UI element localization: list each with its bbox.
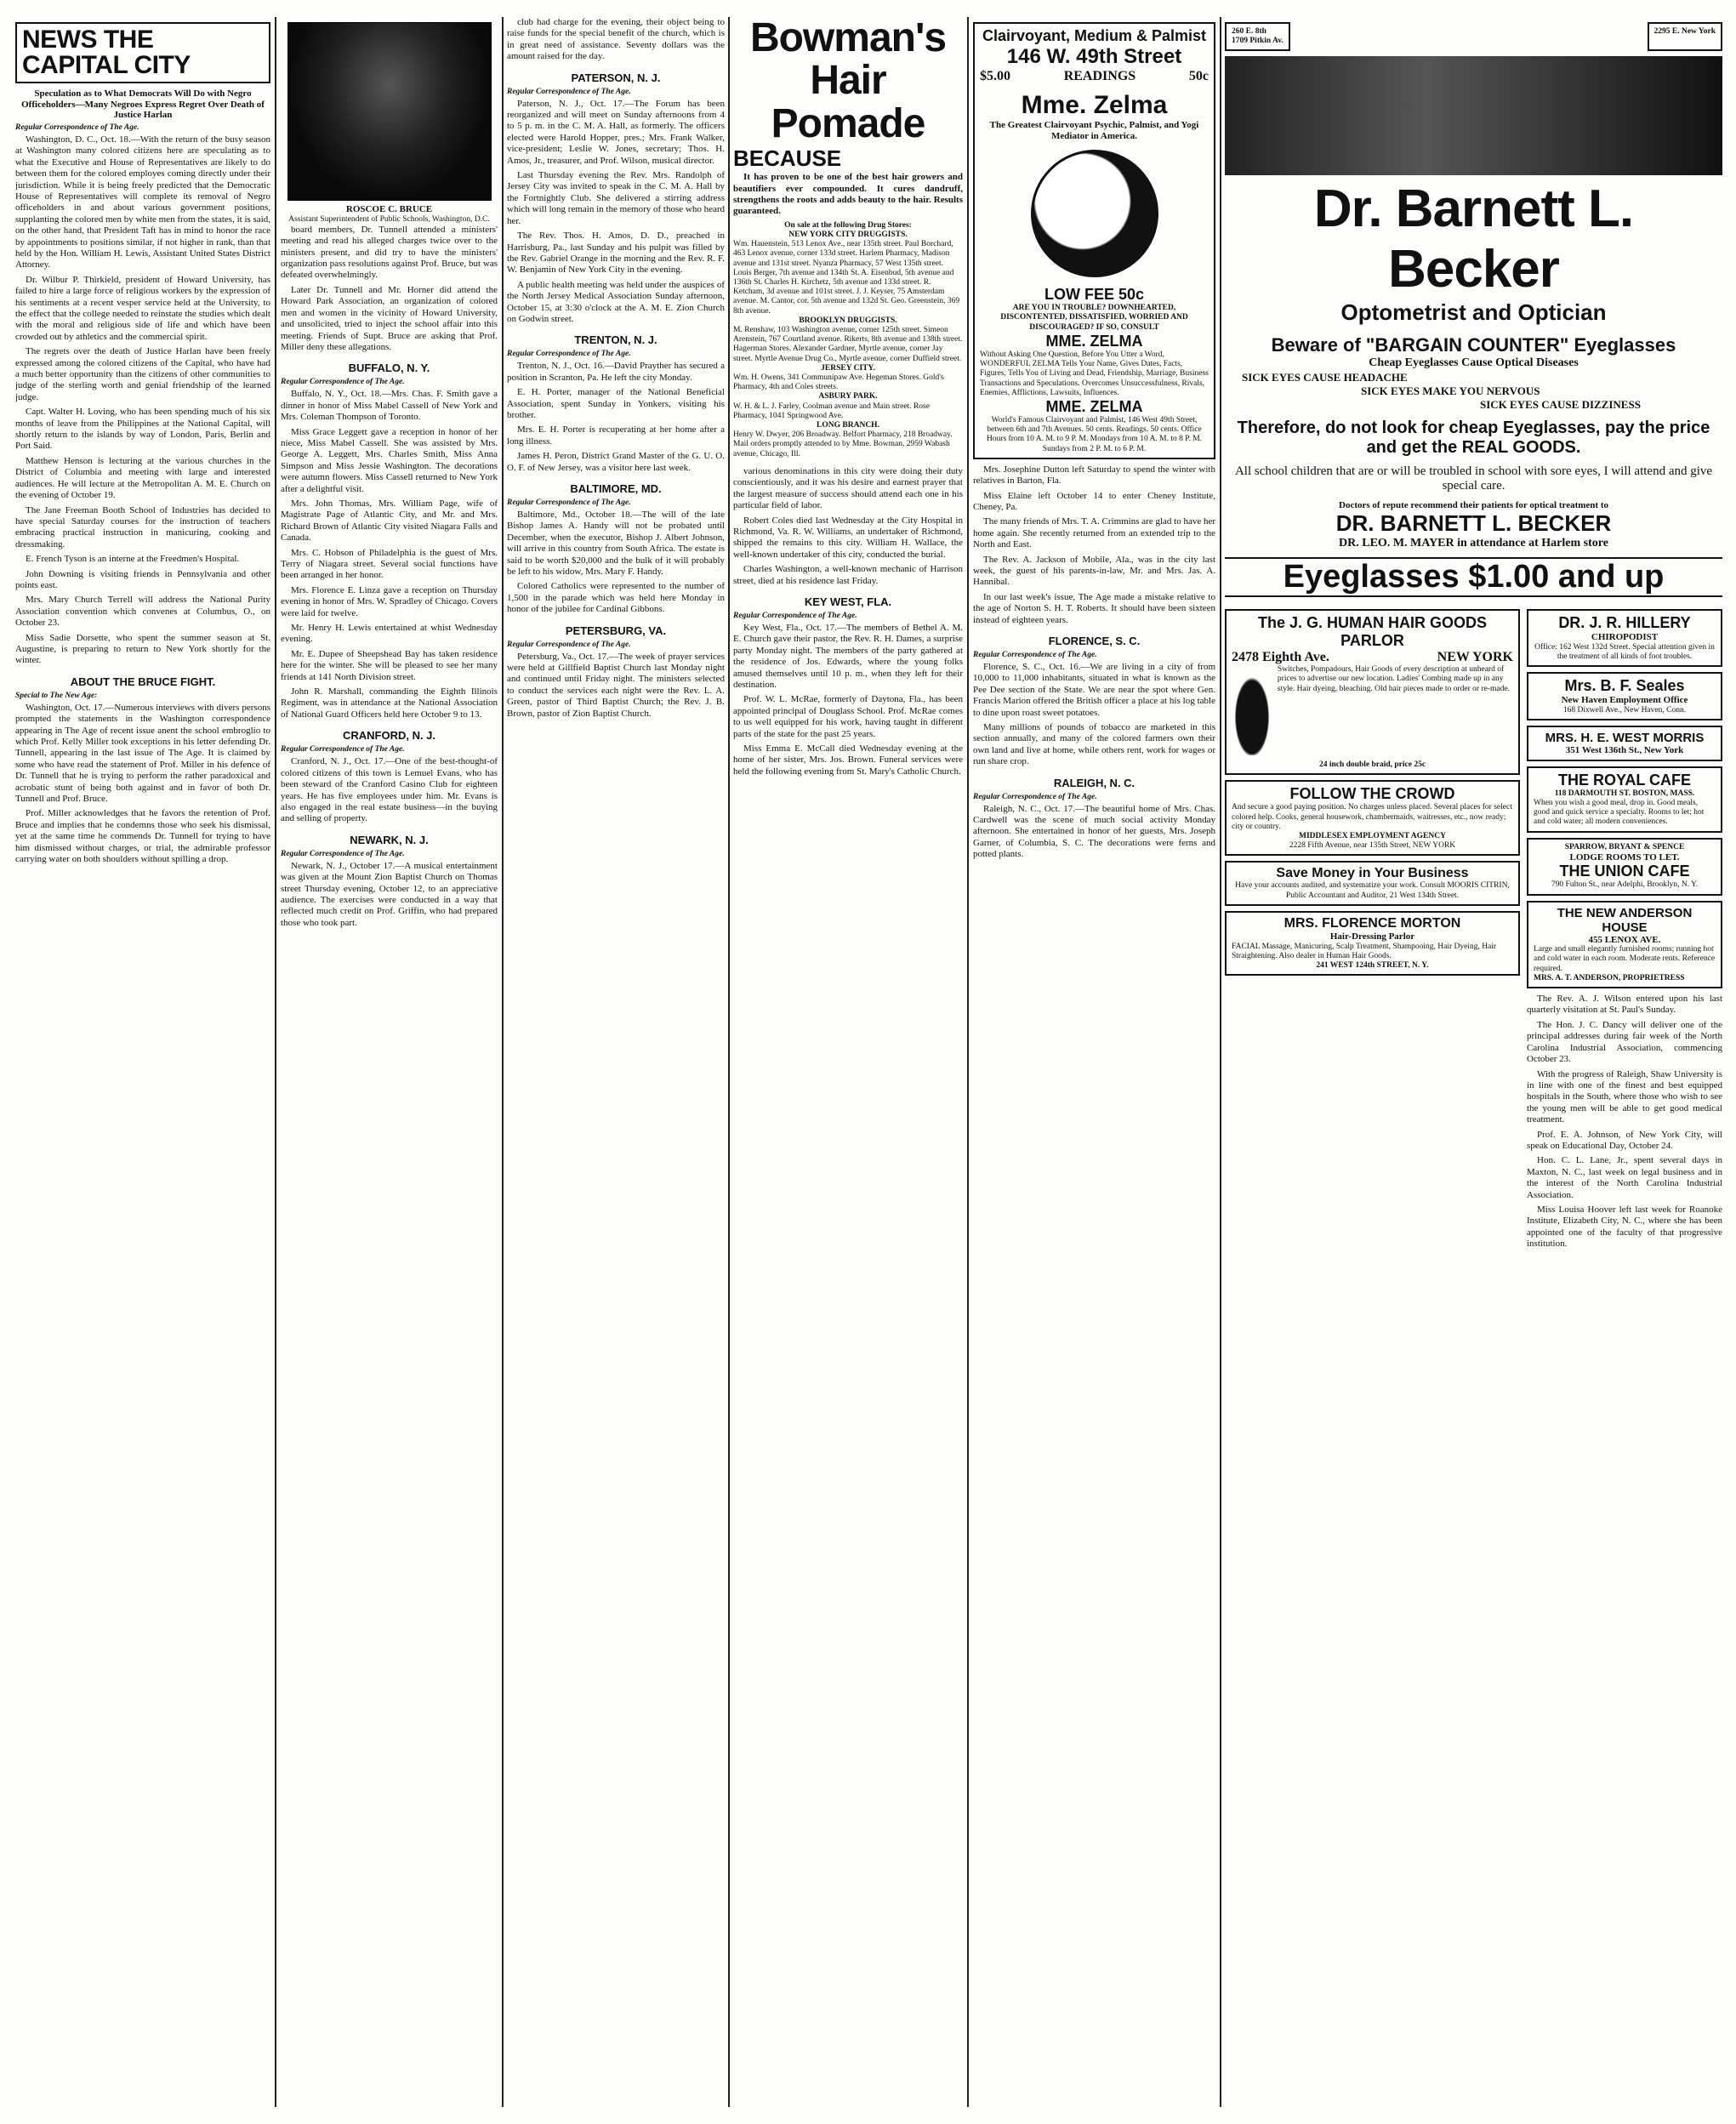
morris-address: 351 West 136th St., New York (1565, 745, 1684, 756)
masthead-title: NEWS THE CAPITAL CITY (22, 26, 191, 79)
royal-address: 118 DARMOUTH ST. BOSTON, MASS. (1554, 789, 1695, 798)
druggist-list: M. Renshaw, 103 Washington avenue, corner 125th street. Simeon Arenstein, 767 Courtland avenue. Rikerts, 8th avenue and 138th street. Hagerman Stores. Alexander Gardner, Myrtle avenue, corner Jay street. Myrtle Avenue Drug Co., Myrtle avenue, corner Duffield street. (733, 326, 963, 363)
article-paragraph: John Downing is visiting friends in Pennsylvania and other points east. (15, 568, 270, 590)
anderson-body: Large and small elegantly furnished rooms; running hot and cold water in each room. Moderate rents. Reference required. (1534, 945, 1716, 973)
masthead-box (15, 22, 270, 83)
human-hair-city: NEW YORK (1437, 650, 1513, 665)
article-paragraph: In our last week's issue, The Age made a mistake relative to the age of Norton S. H. T. Roberts. It should have been sixteen instead of eighteen years. (973, 591, 1215, 625)
becker-sick-line: SICK EYES MAKE YOU NERVOUS (1361, 384, 1540, 397)
ads-row (1225, 604, 1722, 1253)
article-paragraph: Newark, N. J., October 17.—A musical entertainment was given at the Mount Zion Baptist Church on Thomas street Thursday evening, October 12, to an appreciative audience. The exercises were conducted in a way that reflected much credit on Prof. Griffin, who had prepared those who took part. (281, 860, 498, 928)
becker-cheap: Cheap Eyeglasses Cause Optical Diseases (1369, 356, 1579, 370)
zelma-caps-2: MME. ZELMA (1045, 397, 1143, 415)
morton-body: FACIAL Massage, Manicuring, Scalp Treatment, Shampooing, Hair Dyeing, Hair Straightening. Also dealer in Human Hair Goods. (1232, 942, 1497, 960)
store-address-line: 1709 Pitkin Av. (1232, 37, 1284, 46)
middlesex-name: MIDDLESEX EMPLOYMENT AGENCY (1299, 832, 1446, 841)
zelma-low-fee: LOW FEE 50c (1044, 286, 1145, 304)
hillery-title: CHIROPODIST (1591, 632, 1659, 643)
zelma-ad-address: 146 W. 49th Street (1006, 45, 1182, 68)
byline: Regular Correspondence of The Age. (281, 745, 405, 755)
druggist-list: Henry W. Dwyer, 206 Broadway. Belfort Pharmacy, 218 Broadway. Mail orders promptly attended to by Mme. Bowman, 2959 Wabash avenue, Chicago, Ill. (733, 430, 953, 458)
human-hair-address: 2478 Eighth Ave. (1232, 650, 1329, 665)
article-paragraph: E. H. Porter, manager of the National Beneficial Association, spent Sunday in Yonkers, visiting his brother. (507, 387, 725, 420)
druggist-heading: ASBURY PARK. (818, 392, 878, 401)
druggist-heading: NEW YORK CITY DRUGGISTS. (788, 231, 908, 239)
article-paragraph: Mr. E. Dupee of Sheepshead Bay has taken residence here for the winter. She will be pleased to see her many friends at 141 North Division street. (281, 648, 498, 682)
article-paragraph: Trenton, N. J., Oct. 16.—David Prayther has secured a position in Scranton, Pa. He left the city Monday. (507, 361, 725, 383)
section-heading: PATERSON, N. J. (571, 71, 661, 84)
union-address: 790 Fulton St., near Adelphi, Brooklyn, N. Y. (1551, 880, 1699, 890)
byline: Regular Correspondence of The Age. (507, 350, 631, 359)
store-address: 2295 E. New York (1648, 22, 1722, 51)
morton-head: MRS. FLORENCE MORTON (1284, 915, 1461, 931)
article-paragraph: Washington, D. C., Oct. 18.—With the return of the busy season at Washington many colored citizens here are speculating as to what the Executive and House of Representatives are likely to do between them for the colored employes coming directly under their jurisdiction. While it is being freely predicted that the Democratic House of Representatives will complete its removal of Negro officeholders in and about various government positions, supplanting the colored men by white men from the states, it is said, on the other hand, that President Taft has in mind to honor the race by appointments to positions similar, if not higher in rank, than that held by the Hon. William H. Lewis, Assistant United States District Attorney. (15, 134, 270, 270)
article-paragraph: Miss Sadie Dorsette, who spent the summer season at St. Augustine, is preparing to return to New York shortly for the winter. (15, 632, 270, 666)
sparrow-line: SPARROW, BRYANT & SPENCE (1564, 842, 1685, 851)
article-paragraph: Baltimore, Md., October 18.—The will of the late Bishop James A. Handy will not be probated until December, when the executor, Bishop J. Albert Johnson, will arrive in this country from South Africa. The estate is said to be worth $20,000 and the bulk of it will probably be left to his widow, Mrs. Mary F. Handy. (507, 510, 725, 578)
zelma-fee-row (980, 69, 1209, 84)
anderson-ad (1527, 901, 1722, 988)
human-hair-address-row (1232, 650, 1513, 665)
hillery-head: DR. J. R. HILLERY (1558, 614, 1691, 632)
section-heading: BALTIMORE, MD. (570, 482, 662, 495)
article-paragraph: Washington, Oct. 17.—Numerous interviews with divers persons prompted the statements in the Washington correspondence appearing in The Age of recent issue anent the school embroglio to which Prof. Kelly Miller took exceptions in his letter defending Dr. Tunnell, appearing in the last issue of The Age. It is claimed by some who have read the statement of Prof. Miller in his defence of Dr. Tunnell that he is trying to perform the rather paradoxical and acrobatic stunt of being both against and in favor of both Dr. Tunnell and Prof. Bruce. (15, 702, 270, 805)
section-heading: TRENTON, N. J. (574, 333, 657, 347)
royal-body: When you wish a good meal, drop in. Good meals, good and quick service a specialty. Rooms to let; hot and cold water; all modern conveniences. (1534, 798, 1705, 827)
article-paragraph: With the progress of Raleigh, Shaw University is in line with one of the finest and best equipped hospitals in the South, where those who wish to see the young men will be able to get good medical treatment. (1527, 1068, 1722, 1125)
crescent-moon-icon (1031, 150, 1158, 277)
section-heading: NEWARK, N. J. (350, 833, 429, 846)
royal-cafe-ad (1527, 766, 1722, 833)
becker-price: Eyeglasses $1.00 and up (1225, 557, 1722, 597)
column-rule (728, 17, 730, 2107)
photo-caption-name: ROSCOE C. BRUCE (345, 204, 433, 214)
article-paragraph: Mrs. C. Hobson of Philadelphia is the guest of Mrs. Terry of Niagara street. Several social functions have been arranged in her honor. (281, 547, 498, 581)
pomade-ad (733, 17, 963, 459)
morris-head: MRS. H. E. WEST MORRIS (1545, 731, 1705, 746)
byline: Regular Correspondence of The Age. (507, 87, 631, 96)
article-paragraph: Robert Coles died last Wednesday at the City Hospital in Richmond, Va. R. W. Williams, an undertaker of Richmond, shipped the remains to this city. William H. Wallace, the well-known undertaker of this city, conducted the burial. (733, 515, 963, 560)
article-paragraph: Florence, S. C., Oct. 16.—We are living in a city of from 10,000 to 11,000 inhabitants, situated in what is known as the Pee Dee section of the State. We are near the spot where Gen. Francis Marion offered the British officer a place at his log table to dine upon roast sweet potatoes. (973, 662, 1215, 718)
article-paragraph: Many millions of pounds of tobacco are marketed in this section annually, and many of the colored farmers own their own land and live at home, while others rent, work for wages or run share crop. (973, 722, 1215, 767)
fee-price: $5.00 (980, 69, 1010, 83)
article-paragraph: Raleigh, N. C., Oct. 17.—The beautiful home of Mrs. Chas. Cardwell was the scene of much social activity Monday afternoon. She entertained in honor of her guests, Mrs. Joseph Garner, of Columbia, S. C. The decorations were ferns and potted plants. (973, 803, 1215, 860)
column-4 (733, 17, 963, 2107)
zelma-name: Mme. Zelma (1021, 91, 1168, 119)
article-paragraph: Prof. Miller acknowledges that he favors the retention of Prof. Bruce and implies that he condemns those who seek his dismissal, yet at the same time he commends Dr. Tunnell for trying to have him dismissed without charges, or trial, the admirable professor carrying water on both shoulders without spilling a drop. (15, 808, 270, 865)
anderson-prop: MRS. A. T. ANDERSON, PROPRIETRESS (1534, 973, 1685, 982)
article-paragraph: Mrs. Josephine Dutton left Saturday to spend the winter with relatives in Barton, Fla. (973, 464, 1215, 487)
section-heading: ABOUT THE BRUCE FIGHT. (70, 675, 216, 688)
section-heading: RALEIGH, N. C. (1053, 776, 1136, 789)
article-paragraph: Key West, Fla., Oct. 17.—The members of Bethel A. M. E. Church gave their pastor, the Rev. R. H. Dames, a surprise party Monday night. The members of the party gathered at the residence of Jos. Edwards, where the young folks amused themselves until 10 p. m., when they left for their destination. (733, 622, 963, 690)
seales-ad (1527, 672, 1722, 720)
article-paragraph: The regrets over the death of Justice Harlan have been freely expressed among the colored citizens of the Capital, who have had a much better opportunity than the citizens of other communities to judge of the sterling worth and genial friendship of the learned judge. (15, 346, 270, 402)
zelma-ad (973, 22, 1215, 459)
morton-ad (1225, 911, 1520, 976)
section-heading: KEY WEST, FLA. (804, 595, 892, 608)
article-paragraph: Miss Emma E. McCall died Wednesday evening at the home of her sister, Mrs. Jos. Brown. Funeral services were held the following evening from St. Mary's Catholic Church. (733, 743, 963, 777)
druggist-list: Wm. H. Owens, 341 Communipaw Ave. Hegeman Stores. Gold's Pharmacy, 4th and Coles streets. (733, 373, 944, 392)
section-heading: PETERSBURG, VA. (565, 624, 667, 637)
middlesex-address: 2228 Fifth Avenue, near 135th Street, NEW YORK (1289, 841, 1456, 851)
column-rule (1220, 17, 1221, 2107)
article-paragraph: Matthew Henson is lecturing at the various churches in the District of Columbia and meeting with large and interested audiences. He will lecture at the Metropolitan A. M. E. Church on the evening of October 19. (15, 455, 270, 501)
byline: Regular Correspondence of The Age. (15, 122, 139, 132)
article-paragraph: The Rev. A. Jackson of Mobile, Ala., was in the city last week, the guest of his parents-in-law, Mr. and Mrs. Jas. A. Hannibal. (973, 554, 1215, 588)
column-3 (507, 17, 725, 2107)
morton-address: 241 WEST 124th STREET, N. Y. (1316, 960, 1429, 970)
anderson-head: THE NEW ANDERSON HOUSE (1557, 905, 1693, 935)
column-6 (1225, 17, 1722, 2107)
byline: Regular Correspondence of The Age. (733, 611, 857, 620)
becker-school: All school children that are or will be troubled in school with sore eyes, I will attend and give special care. (1234, 464, 1713, 493)
article-paragraph: John R. Marshall, commanding the Eighth Illinois Regiment, was in attendance at the National Association of National Guard Officers held here October 9 to 13. (281, 686, 498, 720)
column-rule (967, 17, 969, 2107)
article-paragraph: Petersburg, Va., Oct. 17.—The week of prayer services were held at Gillfield Baptist Church last Monday night and continued until Friday night. The ministers selected to conduct the services each night were the Rev. L. A. Green, pastor of Third Baptist Church; the Rev. J. B. Brown, pastor of Zion Baptist Church. (507, 651, 725, 719)
becker-doctors: Doctors of repute recommend their patients for optical treatment to (1339, 499, 1608, 510)
article-paragraph: Miss Louisa Hoover left last week for Roanoke Institute, Elizabeth City, N. C., where she has been appointed one of the faculty of that progressive institution. (1527, 1204, 1722, 1250)
pomade-sale-line: On sale at the following Drug Stores: (784, 220, 912, 230)
druggist-list: W. H. & L. J. Farley, Coolman avenue and Main street. Rose Pharmacy, 1041 Springwood Ave. (733, 401, 930, 420)
article-paragraph: various denominations in this city were doing their duty conscientiously, and it was his desire and earnest prayer that the largest measure of success should attend each one in his particular field of labor. (733, 465, 963, 511)
becker-store-row (1225, 17, 1722, 56)
column-rule (275, 17, 276, 2107)
human-hair-body-row (1232, 665, 1513, 760)
article-paragraph: Mrs. John Thomas, Mrs. William Page, wife of Magistrate Page of Atlantic City, and Mr. and Mrs. Richard Brown of Atlantic City visited Niagara Falls and Canada. (281, 498, 498, 544)
becker-sick-line: SICK EYES CAUSE DIZZINESS (1480, 397, 1641, 411)
article-paragraph: E. French Tyson is an interne at the Freedmen's Hospital. (26, 554, 240, 565)
zelma-trouble: ARE YOU IN TROUBLE? DOWNHEARTED, DISCONTENTED, DISSATISFIED, WORRIED AND DISCOURAGED? IF SO, CONSULT (1000, 304, 1188, 332)
column-rule (502, 17, 504, 2107)
section-heading: BUFFALO, N. Y. (348, 362, 430, 375)
section-heading: CRANFORD, N. J. (342, 729, 436, 743)
photo-caption-title: Assistant Superintendent of Public Schools, Washington, D.C. (288, 214, 490, 224)
becker-sick-line: SICK EYES CAUSE HEADACHE (1242, 370, 1408, 384)
eye-banner-image (1225, 56, 1722, 175)
subheadline: Speculation as to What Democrats Will Do with Negro Officeholders—Many Negroes Express Regret Over Death of Justice Harlan (21, 88, 265, 121)
human-hair-body: Switches, Pompadours, Hair Goods of every description at unheard of prices to advertise our new location. Ladies' Combing made up in any style. Hair dyeing, bleaching. Old hair pieces made to order or re-made. (1277, 665, 1510, 693)
article-paragraph: Charles Washington, a well-known mechanic of Harrison street, died at his residence last Friday. (733, 564, 963, 586)
article-paragraph: The many friends of Mrs. T. A. Crimmins are glad to have her home again. She recently returned from an extended trip to the North and East. (973, 516, 1215, 550)
pomade-ad-title: Bowman's Hair Pomade (749, 17, 947, 146)
article-paragraph: Capt. Walter H. Loving, who has been spending much of his six months of leave from the Philippines at the National Capital, will shortly return to the islands by way of London, Paris, Berlin and Port Said. (15, 407, 270, 452)
zelma-footer: World's Famous Clairvoyant and Palmist, 146 West 49th Street, between 6th and 7th Avenues. 50 cents. Readings. 50 cents. Office Hours from 10 A. M. to 9 P. M. Mondays from 10 A. M. to 8 P. M. Sundays from 2 P. M. to 6 P. M. (986, 415, 1203, 453)
article-paragraph: Colored Catholics were represented to the number of 1,500 in the parade which was held here Monday in honor of the jubilee for Cardinal Gibbons. (507, 581, 725, 615)
ads-left (1225, 604, 1520, 1253)
fee-price: 50c (1188, 69, 1209, 83)
article-paragraph: Mrs. Mary Church Terrell will address the National Purity Association convention which convenes at Columbus, O., on October 23. (15, 595, 270, 629)
seales-address: 168 Dixwell Ave., New Haven, Conn. (1562, 705, 1687, 715)
article-paragraph: Cranford, N. J., Oct. 17.—One of the best-thought-of colored citizens of this town is Lemuel Evans, who has been steward of the Cranford Casino Club for eighteen years. He has five employees under him. Mr. Evans is also engaged in the real estate business—in the buying and selling of property. (281, 756, 498, 824)
seales-sub: New Haven Employment Office (1561, 695, 1688, 706)
byline: Special to The New Age: (15, 691, 98, 700)
royal-head: THE ROYAL CAFE (1557, 771, 1692, 789)
article-paragraph: board members, Dr. Tunnell attended a ministers' meeting and read his alleged charges twice over to the ministers present, and did try to have the ministers' organization pass resolutions against Prof. Bruce, but was defeated overwhelmingly. (281, 224, 498, 281)
becker-caps: DR. BARNETT L. BECKER (1335, 510, 1612, 537)
article-paragraph: The Rev. A. J. Wilson entered upon his last quarterly visitation at St. Paul's Sunday. (1527, 994, 1722, 1016)
byline: Regular Correspondence of The Age. (973, 651, 1097, 659)
article-paragraph: Buffalo, N. Y., Oct. 18.—Mrs. Chas. F. Smith gave a dinner in honor of Miss Mabel Cassell of New York and Mrs. Coleman Thompson of Toronto. (281, 389, 498, 423)
article-paragraph: Miss Elaine left October 14 to enter Cheney Institute, Cheney, Pa. (973, 490, 1215, 512)
hillery-address: Office: 162 West 132d Street. Special attention given in the treatment of all kinds of foot troubles. (1534, 642, 1715, 662)
article-paragraph: Mr. Henry H. Lewis entertained at whist Wednesday evening. (281, 623, 498, 645)
human-hair-head: The J. G. HUMAN HAIR GOODS PARLOR (1257, 614, 1487, 650)
becker-beware: Beware of "BARGAIN COUNTER" Eyeglasses (1271, 334, 1676, 356)
becker-therefore: Therefore, do not look for cheap Eyeglasses, pay the price and get the REAL GOODS. (1237, 418, 1710, 457)
zelma-ad-headline: Clairvoyant, Medium & Palmist (982, 27, 1207, 44)
save-money-ad (1225, 861, 1520, 905)
article-paragraph: Mrs. E. H. Porter is recuperating at her home after a long illness. (507, 424, 725, 447)
zelma-caps: MME. ZELMA (1045, 332, 1143, 350)
hillery-ad (1527, 609, 1722, 667)
byline: Regular Correspondence of The Age. (281, 849, 405, 858)
morton-sub: Hair-Dressing Parlor (1329, 931, 1415, 942)
article-paragraph: Prof. W. L. McRae, formerly of Daytona, Fla., has been appointed principal of Douglass School. Prof. McRae comes to us well equipped for his work, having taught in different parts of the state for the past 25 years. (733, 694, 963, 739)
pomade-ad-body: It has proven to be one of the best hair growers and beautifiers ever compounded. It cures dandruff, strengthens the roots and adds beauty to the hair. Results guaranteed. (733, 172, 963, 217)
article-paragraph: Miss Grace Leggett gave a reception in honor of her niece, Miss Mabel Cassell. She was assisted by Mrs. George A. Leggett, Mrs. Charles Smith, Miss Anna Simpson and Miss Jessie Washington. The decorations were autumn flowers. Miss Cassell returned to New York after a delightful visit. (281, 426, 498, 494)
article-paragraph: club had charge for the evening, their object being to raise funds for the special benefit of the church, which is in great need of assistance. Seventy dollars was the amount raised for the day. (507, 17, 725, 62)
article-paragraph: Last Thursday evening the Rev. Mrs. Randolph of Jersey City was invited to speak in the C. M. A. Hall by the Fortnightly Club. She delivered a stirring address which will long remain in the memory of those who heard her. (507, 170, 725, 226)
section-heading: FLORENCE, S. C. (1048, 635, 1141, 647)
seales-head: Mrs. B. F. Seales (1564, 677, 1685, 695)
pomade-because: BECAUSE (733, 145, 842, 172)
druggist-heading: BROOKLYN DRUGGISTS. (799, 316, 897, 325)
human-hair-braid: 24 inch double braid, price 25c (1318, 760, 1426, 770)
druggist-list: Wm. Hauenstein, 513 Lenox Ave., near 135th street. Paul Borchard, 463 Lenox avenue, corner 133d street. Harlem Pharmacy, Madison avenue and 131st street. Nyanza Pharmacy, 57 West 135th street. Louis Berger, 7th avenue and 134th St. A. Eisenbud, 5th avenue and 136th St. Charles H. Kirchetz, 5th avenue and 133d street. R. Ketcham, 3d avenue and 101st street. J. J. Keyser, 75 Amsterdam avenue. M. Cantor, cor. 5th avenue and 132d St. Geo. Greenstein, 369 8th avenue. (733, 240, 960, 316)
lodge-line: LODGE ROOMS TO LET. (1569, 851, 1680, 863)
article-paragraph: The Hon. J. C. Dancy will deliver one of the principal addresses during fair week of the North Carolina Industrial Association, commencing October 23. (1527, 1019, 1722, 1065)
column-5 (973, 17, 1215, 2107)
ads-right (1527, 604, 1722, 1253)
article-paragraph: Hon. C. L. Lane, Jr., spent several days in Maxton, N. C., last week on legal business and in the interest of the North Carolina Industrial Association. (1527, 1155, 1722, 1200)
column-2 (281, 17, 498, 2107)
zelma-body: Without Asking One Question, Before You Utter a Word, WONDERFUL ZELMA Tells Your Name, Gives Dates, Facts, Figures, Tells You of Living and Dead, Friendship, Marriage, Business Transactions and Speculations. Overcomes Unsuccessfulness, Rivals, Enemies, Afflictions, Lawsuits, Influences. (980, 350, 1209, 397)
article-paragraph: The Rev. Thos. H. Amos, D. D., preached in Harrisburg, Pa., last Sunday and his pulpit was filled by the Rev. Gabriel Orange in the morning and the Rev. R. F. W. Benjamin of New York City in the evening. (507, 231, 725, 276)
column-1 (15, 17, 270, 2107)
byline: Regular Correspondence of The Age. (973, 792, 1097, 801)
morris-ad (1527, 726, 1722, 761)
anderson-address: 455 LENOX AVE. (1588, 934, 1661, 945)
article-paragraph: James H. Peron, District Grand Master of the G. U. O. O. F. of New Jersey, was a visitor here last week. (507, 451, 725, 473)
portrait-photo (287, 22, 492, 201)
byline: Regular Correspondence of The Age. (507, 640, 631, 649)
save-head: Save Money in Your Business (1276, 866, 1469, 881)
fee-label: READINGS (1063, 69, 1136, 83)
human-hair-ad (1225, 609, 1520, 775)
hair-puff-image (1232, 670, 1272, 755)
store-address-line: 260 E. 8th (1232, 27, 1266, 36)
becker-name: Dr. Barnett L. Becker (1313, 179, 1634, 299)
zelma-sub: The Greatest Clairvoyant Psychic, Palmist, and Yogi Mediator in America. (989, 120, 1199, 141)
store-address (1225, 22, 1290, 51)
article-paragraph: Prof. E. A. Johnson, of New York City, will speak on Educational Day, October 24. (1527, 1129, 1722, 1151)
article-paragraph: Later Dr. Tunnell and Mr. Horner did attend the Howard Park Association, an organization of colored men and women in the vicinity of Howard University, and unsolicited, tried to inject the school affair into this meeting. Friends of Supt. Bruce are asking that Prof. Miller deny these allegations. (281, 284, 498, 352)
article-paragraph: Dr. Wilbur P. Thirkield, president of Howard University, has failed to hire a large force of religious workers by the expression of his sentiments at a recent vesper service held at the University, to the effect that the college needed to reinstate the studies which dealt with the moral and religious side of life and which have been crowded out by athletics and the commercial spirit. (15, 274, 270, 342)
article-paragraph: Mrs. Florence E. Linza gave a reception on Thursday evening in honor of Mrs. W. Spradley of Chicago. Covers were laid for twelve. (281, 584, 498, 618)
byline: Regular Correspondence of The Age. (281, 378, 405, 387)
druggist-heading: LONG BRANCH. (817, 421, 879, 430)
article-paragraph: Paterson, N. J., Oct. 17.—The Forum has been reorganized and will meet on Sunday afternoons from 4 to 5 p. m. in the C. M. A. Hall, as formerly. The officers elected were Harold Hopper, pres.; Mrs. Frank Walker, vice-president; Leslie W. Jones, secretary; Thos. H. Amos, Jr., treasurer, and Prof. Wilson, musical director. (507, 98, 725, 166)
follow-ad (1225, 780, 1520, 856)
article-paragraph: A public health meeting was held under the auspices of the North Jersey Medical Association Sunday afternoon, October 15, at 3:30 o'clock at the A. M. E. Zion Church on Godwin street. (507, 279, 725, 324)
follow-head: FOLLOW THE CROWD (1289, 785, 1455, 803)
union-cafe-ad (1527, 838, 1722, 896)
save-body: Have your accounts audited, and systematize your work. Consult MOORIS CITRIN, Public Accountant and Auditor, 21 West 134th Street. (1235, 881, 1510, 900)
becker-title: Optometrist and Optician (1340, 299, 1607, 326)
druggist-heading: JERSEY CITY. (821, 363, 875, 373)
becker-mayer: DR. LEO. M. MAYER in attendance at Harlem store (1339, 537, 1608, 550)
union-head: THE UNION CAFE (1559, 863, 1690, 880)
article-paragraph: The Jane Freeman Booth School of Industries has decided to have special Saturday courses for the instruction of teachers embracing practical instruction in manicuring, cooking and dressmaking. (15, 504, 270, 550)
byline: Regular Correspondence of The Age. (507, 498, 631, 507)
follow-body: And secure a good paying position. No charges unless placed. Several places for select colored help. Cooks, general housework, chambermaids, waitresses, etc., now ready; city or country. (1232, 803, 1512, 831)
